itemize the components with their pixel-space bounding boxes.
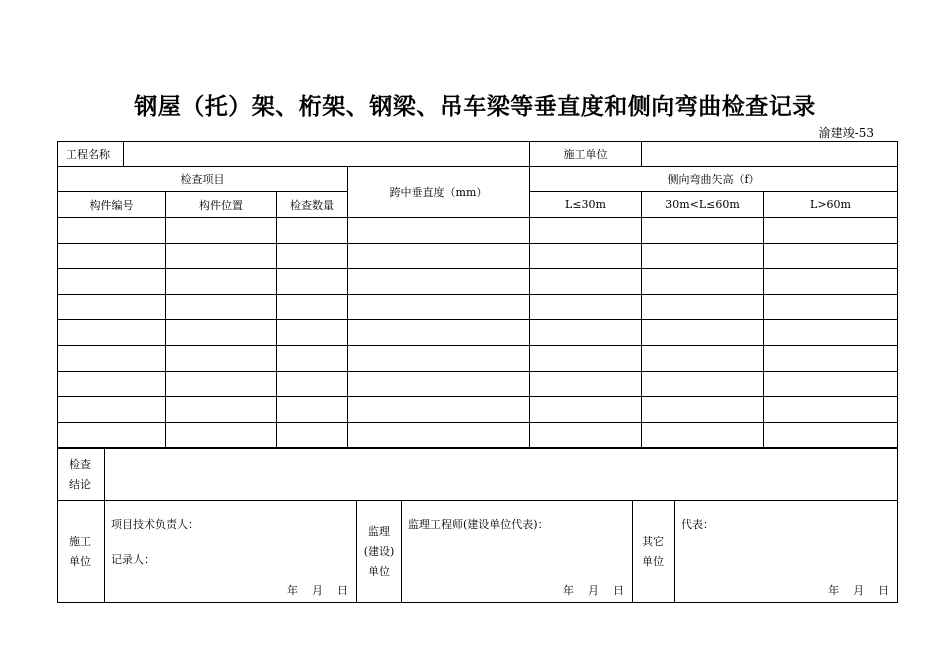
table-cell[interactable] — [277, 218, 348, 244]
table-cell[interactable] — [58, 397, 166, 423]
table-row — [58, 320, 898, 346]
date-year: 年 — [563, 584, 574, 597]
table-row — [58, 269, 898, 295]
table-cell[interactable] — [764, 422, 898, 448]
table-cell[interactable] — [764, 345, 898, 371]
project-name-label: 工程名称 — [58, 142, 124, 167]
column-group-row — [58, 167, 898, 192]
date-day: 日 — [337, 584, 348, 597]
table-cell[interactable] — [642, 269, 764, 295]
table-cell[interactable] — [166, 371, 277, 397]
construction-date — [273, 582, 348, 598]
table-cell[interactable] — [58, 320, 166, 346]
table-cell[interactable] — [530, 269, 642, 295]
supervision-label-1: 监理 — [368, 524, 390, 538]
table-cell[interactable] — [277, 345, 348, 371]
table-cell[interactable] — [58, 294, 166, 320]
lateral-bending-header: 侧向弯曲矢高（f） — [530, 167, 898, 192]
table-cell[interactable] — [764, 294, 898, 320]
table-cell[interactable] — [58, 218, 166, 244]
l-le-30-header: L≤30m — [530, 192, 642, 218]
table-row — [58, 345, 898, 371]
table-row — [58, 243, 898, 269]
inspection-table — [57, 141, 898, 448]
inspection-qty-header: 检查数量 — [277, 192, 348, 218]
member-position-header: 构件位置 — [166, 192, 277, 218]
table-cell[interactable] — [166, 422, 277, 448]
table-cell[interactable] — [530, 218, 642, 244]
construction-sign-area[interactable] — [105, 501, 357, 603]
table-cell[interactable] — [348, 371, 530, 397]
table-cell[interactable] — [642, 345, 764, 371]
table-cell[interactable] — [530, 243, 642, 269]
conclusion-row — [58, 449, 898, 501]
table-row — [58, 218, 898, 244]
supervision-unit-sign-label — [357, 501, 402, 603]
page-title: 钢屋（托）架、桁架、钢梁、吊车梁等垂直度和侧向弯曲检查记录 — [134, 94, 816, 120]
table-cell[interactable] — [764, 371, 898, 397]
construction-unit-sign-label — [58, 501, 105, 603]
table-row — [58, 422, 898, 448]
table-cell[interactable] — [642, 218, 764, 244]
other-date — [814, 582, 889, 598]
table-cell[interactable] — [764, 397, 898, 423]
date-day: 日 — [613, 584, 624, 597]
table-row — [58, 294, 898, 320]
table-cell[interactable] — [642, 371, 764, 397]
table-cell[interactable] — [530, 320, 642, 346]
table-cell[interactable] — [166, 397, 277, 423]
table-cell[interactable] — [166, 243, 277, 269]
table-cell[interactable] — [348, 243, 530, 269]
table-cell[interactable] — [348, 294, 530, 320]
date-year: 年 — [287, 584, 298, 597]
recorder-label: 记录人： — [111, 553, 155, 566]
signature-row — [58, 501, 898, 603]
table-cell[interactable] — [348, 345, 530, 371]
date-year: 年 — [828, 584, 840, 597]
date-day: 日 — [878, 584, 890, 597]
header-row — [58, 142, 898, 167]
form-number: 渝建竣-53 — [818, 126, 874, 140]
table-cell[interactable] — [764, 320, 898, 346]
table-cell[interactable] — [277, 320, 348, 346]
table-cell[interactable] — [530, 345, 642, 371]
table-cell[interactable] — [530, 371, 642, 397]
table-cell[interactable] — [348, 320, 530, 346]
date-month: 月 — [853, 584, 865, 597]
supervision-engineer-label: 监理工程师(建设单位代表)： — [408, 518, 549, 531]
table-row — [58, 397, 898, 423]
table-cell[interactable] — [277, 294, 348, 320]
member-no-header: 构件编号 — [58, 192, 166, 218]
table-cell[interactable] — [530, 294, 642, 320]
table-cell[interactable] — [58, 422, 166, 448]
table-cell[interactable] — [530, 422, 642, 448]
table-cell[interactable] — [764, 218, 898, 244]
table-cell[interactable] — [642, 243, 764, 269]
table-cell[interactable] — [348, 269, 530, 295]
other-label-2: 单位 — [642, 554, 664, 568]
construction-unit-field[interactable] — [642, 142, 898, 167]
table-cell[interactable] — [348, 397, 530, 423]
table-cell[interactable] — [530, 397, 642, 423]
conclusion-label-2: 结论 — [69, 477, 91, 491]
table-cell[interactable] — [642, 320, 764, 346]
other-sign-area[interactable] — [675, 501, 898, 603]
conclusion-label — [58, 449, 105, 501]
supervision-sign-area[interactable] — [402, 501, 633, 603]
l-gt-60-header: L>60m — [764, 192, 898, 218]
table-cell[interactable] — [166, 218, 277, 244]
conclusion-field[interactable] — [105, 449, 898, 501]
table-cell[interactable] — [348, 218, 530, 244]
table-cell[interactable] — [58, 345, 166, 371]
supervision-date — [549, 582, 624, 598]
table-cell[interactable] — [58, 371, 166, 397]
table-cell[interactable] — [58, 243, 166, 269]
table-cell[interactable] — [166, 269, 277, 295]
other-label-1: 其它 — [642, 534, 664, 548]
table-cell[interactable] — [642, 422, 764, 448]
construction-label-2: 单位 — [69, 554, 91, 568]
table-cell[interactable] — [764, 269, 898, 295]
table-cell[interactable] — [642, 294, 764, 320]
l-30-60-header: 30m<L≤60m — [642, 192, 764, 218]
table-cell[interactable] — [277, 371, 348, 397]
table-cell[interactable] — [348, 422, 530, 448]
table-cell[interactable] — [764, 243, 898, 269]
date-month: 月 — [588, 584, 599, 597]
table-cell[interactable] — [166, 320, 277, 346]
project-name-field[interactable] — [124, 142, 530, 167]
table-cell[interactable] — [58, 269, 166, 295]
table-cell[interactable] — [166, 345, 277, 371]
signature-table — [57, 448, 898, 603]
other-unit-sign-label — [633, 501, 675, 603]
supervision-label-3: 单位 — [368, 564, 390, 578]
construction-label-1: 施工 — [69, 534, 91, 548]
date-month: 月 — [312, 584, 323, 597]
tech-lead-label: 项目技术负责人： — [111, 518, 199, 531]
supervision-label-2: (建设) — [363, 544, 395, 558]
conclusion-label-1: 检查 — [69, 457, 91, 471]
construction-unit-label: 施工单位 — [530, 142, 642, 167]
inspection-item-header: 检查项目 — [58, 167, 348, 192]
data-rows — [58, 218, 898, 448]
table-row — [58, 371, 898, 397]
table-cell[interactable] — [642, 397, 764, 423]
table-cell[interactable] — [277, 269, 348, 295]
other-rep-label: 代表： — [681, 518, 714, 531]
table-cell[interactable] — [166, 294, 277, 320]
table-cell[interactable] — [277, 243, 348, 269]
mid-span-verticality-header: 跨中垂直度（mm） — [348, 167, 530, 218]
table-cell[interactable] — [277, 422, 348, 448]
table-cell[interactable] — [277, 397, 348, 423]
